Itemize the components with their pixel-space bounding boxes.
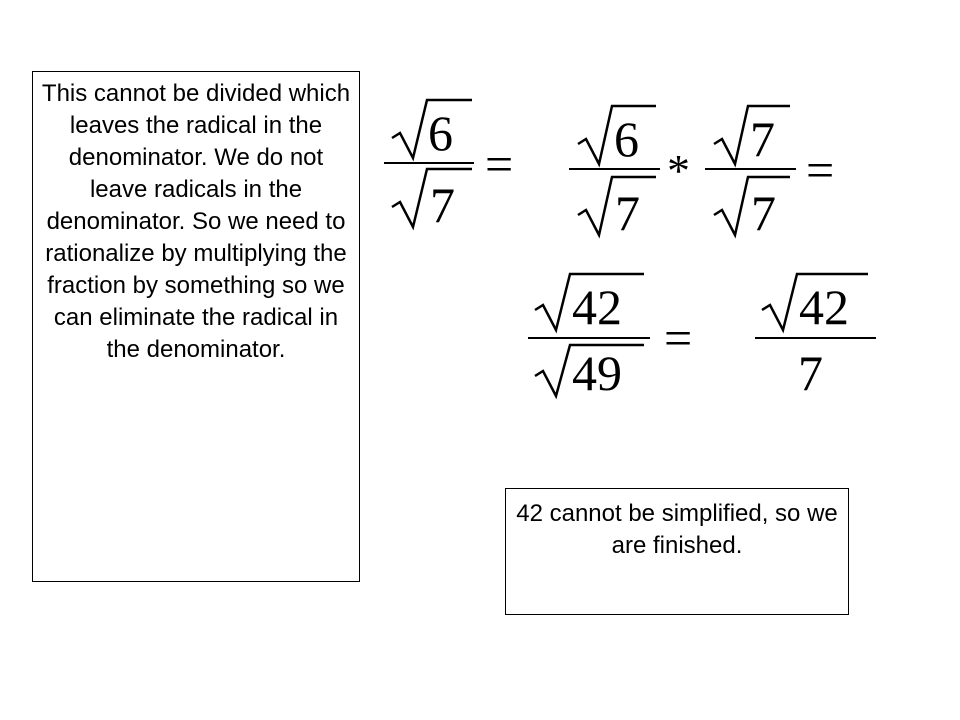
fraction-d	[528, 274, 650, 401]
fraction-a-numerator: 6	[428, 105, 453, 161]
explanation-text: This cannot be divided which leaves the radical in the denominator. We do not leave radicals in the denominator. So we need to rationalize by multiplying the fraction by something so we can eliminate the radical in the denominator.	[41, 80, 351, 363]
multiply-sign: *	[667, 145, 690, 196]
fraction-d-denominator: 49	[572, 345, 622, 401]
conclusion-text: 42 cannot be simplified, so we are finished.	[516, 500, 838, 559]
fraction-c	[705, 106, 796, 241]
fraction-a	[384, 100, 474, 233]
fraction-b-numerator: 6	[614, 111, 639, 167]
fraction-e	[755, 274, 876, 401]
equals-sign: =	[806, 142, 835, 198]
fraction-c-numerator: 7	[750, 111, 775, 167]
fraction-e-numerator: 42	[799, 279, 849, 335]
equals-sign: =	[485, 136, 514, 192]
fraction-a-denominator: 7	[430, 177, 455, 233]
fraction-e-denominator: 7	[798, 345, 823, 401]
equals-sign: =	[664, 310, 693, 366]
fraction-b	[569, 106, 660, 241]
fraction-c-denominator: 7	[751, 185, 776, 241]
fraction-b-denominator: 7	[615, 185, 640, 241]
fraction-d-numerator: 42	[572, 279, 622, 335]
